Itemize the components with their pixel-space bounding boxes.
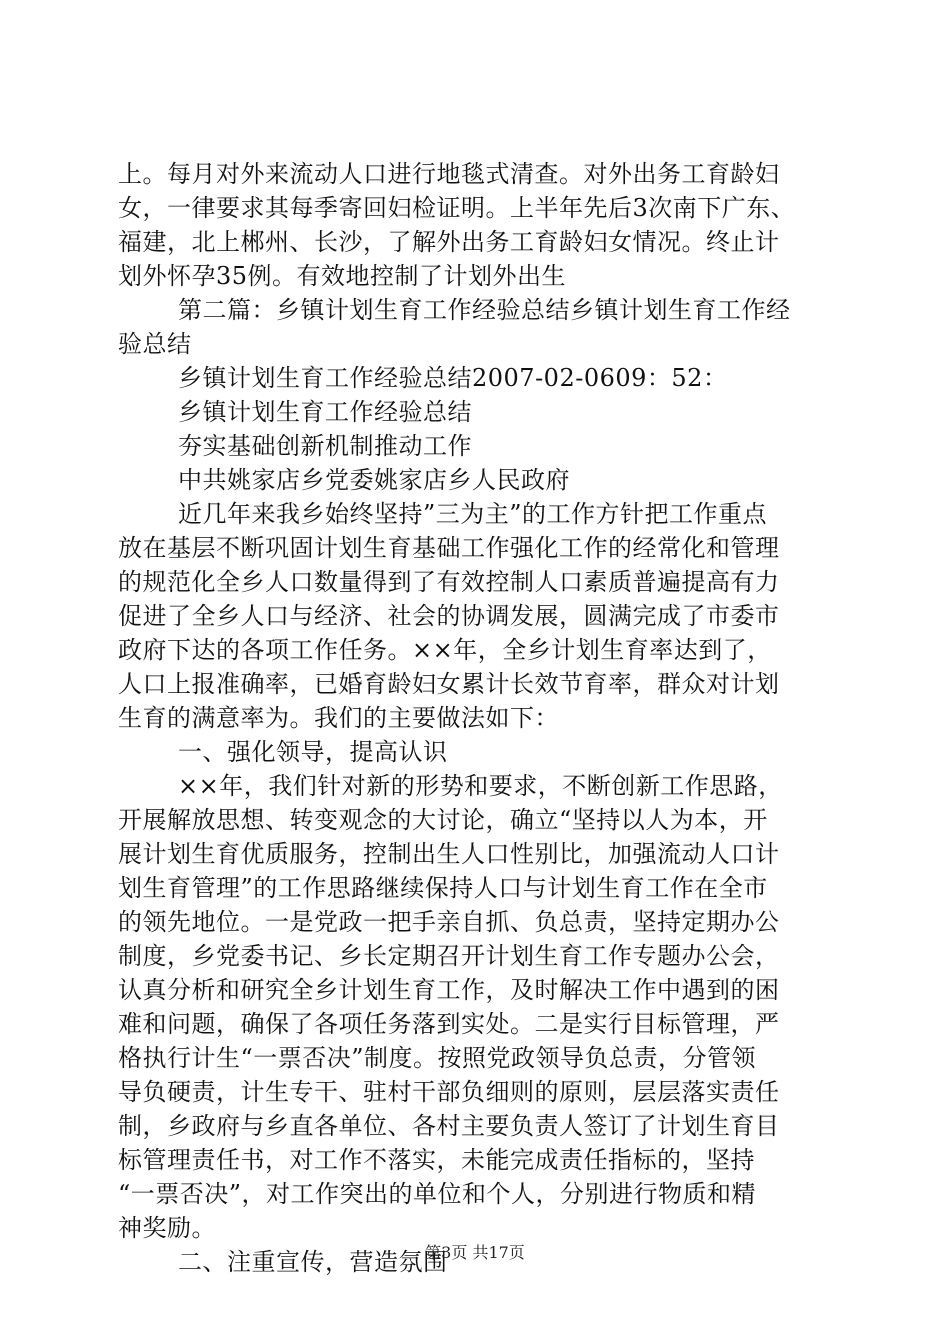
text-line: 制度，乡党委书记、乡长定期召开计划生育工作专题办公会， [118, 942, 780, 970]
text-line: 女，一律要求其每季寄回妇检证明。上半年先后3次南下广东、 [118, 194, 796, 222]
text-line: 二、注重宣传，营造氛围 [178, 1248, 448, 1276]
text-line: 难和问题，确保了各项任务落到实处。二是实行目标管理，严 [118, 1010, 780, 1038]
document-body [118, 157, 838, 1279]
text-line: 放在基层不断巩固计划生育基础工作强化工作的经常化和管理 [118, 534, 780, 562]
text-line: 划外怀孕35例。有效地控制了计划外出生 [118, 262, 567, 290]
text-line: 政府下达的各项工作任务。××年，全乡计划生育率达到了， [118, 636, 772, 664]
text-line: 近几年来我乡始终坚持”三为主”的工作方针把工作重点 [178, 500, 768, 528]
text-line: 开展解放思想、转变观念的大讨论，确立“坚持以人为本，开 [118, 806, 768, 834]
text-line: 第二篇：乡镇计划生育工作经验总结乡镇计划生育工作经 [178, 296, 791, 324]
text-line: 认真分析和研究全乡计划生育工作，及时解决工作中遇到的困 [118, 976, 780, 1004]
text-line: 展计划生育优质服务，控制出生人口性别比，加强流动人口计 [118, 840, 780, 868]
text-line: 标管理责任书，对工作不落实，未能完成责任指标的，坚持 [118, 1146, 755, 1174]
text-line: 夯实基础创新机制推动工作 [178, 432, 472, 460]
text-line: 中共姚家店乡党委姚家店乡人民政府 [178, 466, 570, 494]
text-line: 的规范化全乡人口数量得到了有效控制人口素质普遍提高有力 [118, 568, 780, 596]
text-line: ××年，我们针对新的形势和要求，不断创新工作思路， [178, 772, 783, 800]
text-line: 划生育管理”的工作思路继续保持人口与计划生育工作在全市 [118, 874, 768, 902]
text-line: 导负硬责，计生专干、驻村干部负细则的原则，层层落实责任 [118, 1078, 780, 1106]
text-line: 促进了全乡人口与经济、社会的协调发展，圆满完成了市委市 [118, 602, 780, 630]
text-line: 生育的满意率为。我们的主要做法如下： [118, 704, 559, 732]
text-line: 乡镇计划生育工作经验总结2007-02-0609：52： [178, 364, 728, 392]
text-line: 上。每月对外来流动人口进行地毯式清查。对外出务工育龄妇 [118, 160, 780, 188]
text-line: 神奖励。 [118, 1214, 216, 1242]
text-line: 福建，北上郴州、长沙，了解外出务工育龄妇女情况。终止计 [118, 228, 780, 256]
text-line: 的领先地位。一是党政一把手亲自抓、负总责，坚持定期办公 [118, 908, 780, 936]
text-line: 乡镇计划生育工作经验总结 [178, 398, 472, 426]
text-line: 格执行计生“一票否决”制度。按照党政领导负总责，分管领 [118, 1044, 757, 1072]
text-line: 一、强化领导，提高认识 [178, 738, 448, 766]
page-footer: 第3页 共17页 [425, 1243, 525, 1262]
text-line: 制，乡政府与乡直各单位、各村主要负责人签订了计划生育目 [118, 1112, 780, 1140]
text-line: 验总结 [118, 330, 192, 358]
text-line: 人口上报准确率，已婚育龄妇女累计长效节育率，群众对计划 [118, 670, 780, 698]
text-line: “一票否决”，对工作突出的单位和个人，分别进行物质和精 [118, 1180, 757, 1208]
